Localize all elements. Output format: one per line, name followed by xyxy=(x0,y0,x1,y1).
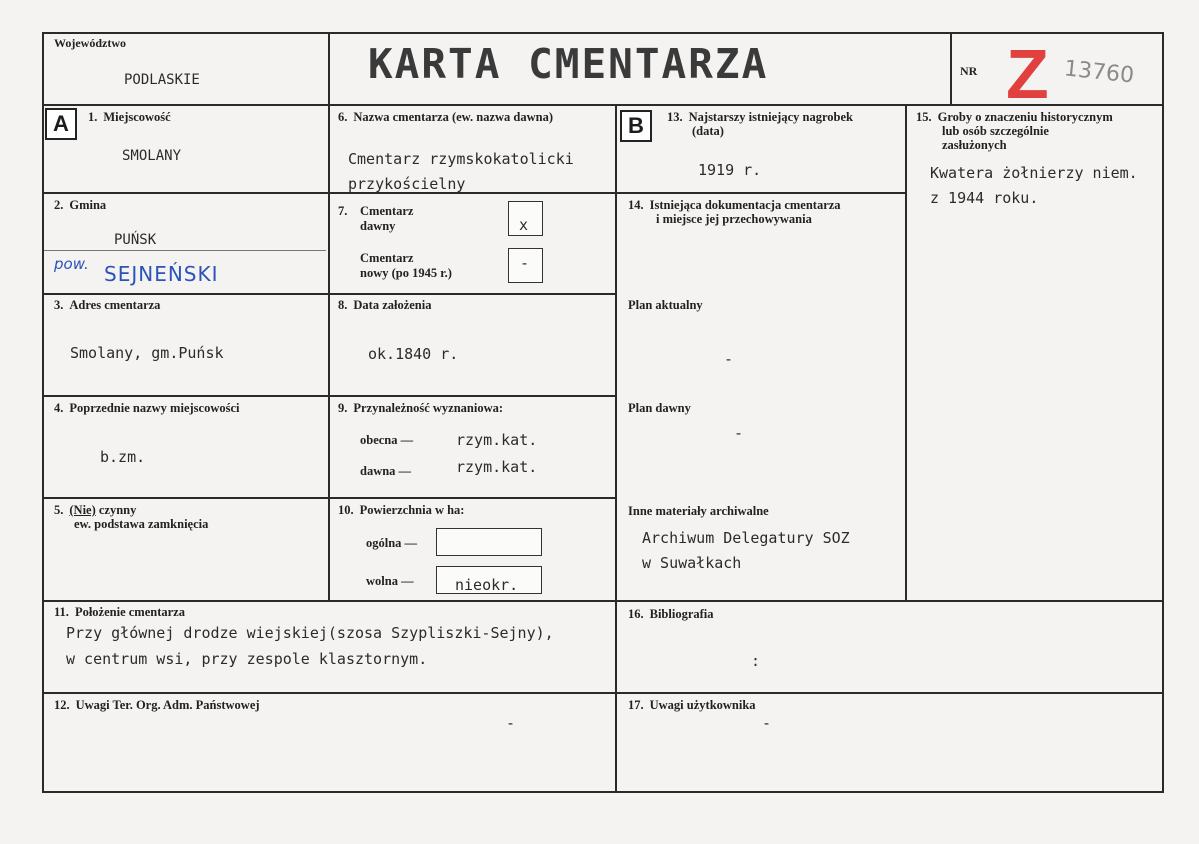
plan-aktualny-label: Plan aktualny xyxy=(628,298,703,312)
field-3-label-text: Adres cmentarza xyxy=(69,298,161,312)
row-line-1 xyxy=(42,192,616,194)
field-5-label-rest: czynny xyxy=(95,503,137,517)
field-6-label xyxy=(338,110,553,124)
field-5-label xyxy=(54,503,136,517)
col-divider-right xyxy=(905,104,907,601)
field-1-num: 1. xyxy=(88,110,98,124)
frame-left xyxy=(42,32,44,793)
field-8-label xyxy=(338,298,431,312)
field-15-value-1: Kwatera żołnierzy niem. xyxy=(930,164,1138,182)
field-16-value: : xyxy=(751,652,761,670)
field-8-num: 8. xyxy=(338,298,348,312)
field-4-num: 4. xyxy=(54,401,64,415)
field-16-num: 16. xyxy=(628,607,644,621)
field-2-pow-prefix: pow. xyxy=(54,255,89,273)
field-4-label-text: Poprzednie nazwy miejscowości xyxy=(69,401,240,415)
field-17-value: - xyxy=(762,714,772,732)
row-line-1b xyxy=(615,192,906,194)
field-16-label xyxy=(628,607,714,621)
field-13-label-text-1: Najstarszy istniejący nagrobek xyxy=(688,110,853,124)
field-8-value: ok.1840 r. xyxy=(368,345,459,363)
header-bottom xyxy=(42,104,1164,106)
row-line-2 xyxy=(42,293,616,295)
field-14-label-text-1: Istniejąca dokumentacja cmentarza xyxy=(649,198,841,212)
field-14-label-2: i miejsce jej przechowywania xyxy=(656,212,812,226)
field-11-label-text: Położenie cmentarza xyxy=(74,605,185,619)
row-line-4 xyxy=(42,497,616,499)
field-7-dawny-label-2: dawny xyxy=(360,219,396,233)
field-15-label xyxy=(916,110,1113,124)
field-11-value-2: w centrum wsi, przy zespole klasztornym. xyxy=(66,650,428,668)
field-9-dawna-label: dawna — xyxy=(360,464,412,478)
field-5-label-2: ew. podstawa zamknięcia xyxy=(74,517,209,531)
field-2-value: PUŃSK xyxy=(114,232,157,248)
field-2-pow-value: SEJNEŃSKI xyxy=(104,262,219,286)
field-11-num: 11. xyxy=(54,605,69,619)
field-11-label xyxy=(54,605,185,619)
field-10-label xyxy=(338,503,464,517)
field-12-num: 12. xyxy=(54,698,70,712)
field-15-num: 15. xyxy=(916,110,932,124)
field-1-label xyxy=(88,110,171,124)
field-7-nowy-label-2: nowy (po 1945 r.) xyxy=(360,266,452,280)
wojewodztwo-value: PODLASKIE xyxy=(124,72,200,88)
plan-aktualny-value: - xyxy=(724,350,734,368)
field-6-value-2: przykościelny xyxy=(348,175,466,193)
field-13-label-2: (data) xyxy=(692,124,724,138)
field-9-label-text: Przynależność wyznaniowa: xyxy=(353,401,504,415)
plan-dawny-value: - xyxy=(734,424,744,442)
field-5-num: 5. xyxy=(54,503,64,517)
row-line-6 xyxy=(42,692,1164,694)
section-a-badge: A xyxy=(45,108,77,140)
field-10-ogolna-label: ogólna — xyxy=(366,536,418,550)
field-2-num: 2. xyxy=(54,198,64,212)
field-1-label-text: Miejscowość xyxy=(103,110,171,124)
field-7-nowy-value: - xyxy=(520,254,530,272)
field-9-num: 9. xyxy=(338,401,348,415)
col-divider-left xyxy=(328,104,330,601)
row-line-3 xyxy=(42,395,616,397)
nr-label: NR xyxy=(960,64,978,78)
field-17-num: 17. xyxy=(628,698,644,712)
field-2-label-text: Gmina xyxy=(69,198,107,212)
field-17-label-text: Uwagi użytkownika xyxy=(649,698,756,712)
field-9-obecna-label: obecna — xyxy=(360,433,414,447)
field-6-num: 6. xyxy=(338,110,348,124)
section-b-badge: B xyxy=(620,110,652,142)
field-5-nie: (Nie) xyxy=(69,503,96,517)
header-divider-2 xyxy=(950,32,952,104)
field-6-label-text: Nazwa cmentarza (ew. nazwa dawna) xyxy=(353,110,553,124)
field-9-dawna-value: rzym.kat. xyxy=(456,458,538,476)
field-10-ogolna-box xyxy=(436,528,542,556)
field-16-label-text: Bibliografia xyxy=(649,607,714,621)
field-13-num: 13. xyxy=(667,110,683,124)
col-divider-mid xyxy=(615,104,617,793)
field-13-label xyxy=(667,110,853,124)
field-1-value: SMOLANY xyxy=(122,148,182,164)
nr-pencil-number: 13760 xyxy=(1062,56,1136,89)
field-17-label xyxy=(628,698,756,712)
field-7-dawny-label-1: Cmentarz xyxy=(360,204,414,218)
plan-dawny-label: Plan dawny xyxy=(628,401,691,415)
field-15-label-3: zasłużonych xyxy=(942,138,1007,152)
field-13-value: 1919 r. xyxy=(698,161,762,179)
field-12-label-text: Uwagi Ter. Org. Adm. Państwowej xyxy=(75,698,260,712)
field-3-value: Smolany, gm.Puńsk xyxy=(70,344,224,362)
field-4-value: b.zm. xyxy=(100,448,146,466)
header-divider-1 xyxy=(328,32,330,104)
field-4-label xyxy=(54,401,239,415)
field-7-dawny-value: x xyxy=(519,216,529,234)
field-10-num: 10. xyxy=(338,503,354,517)
frame-bottom xyxy=(42,791,1164,793)
inne-materialy-value-1: Archiwum Delegatury SOZ xyxy=(642,529,850,547)
inne-materialy-value-2: w Suwałkach xyxy=(642,554,742,572)
field-14-num: 14. xyxy=(628,198,644,212)
field-12-value: - xyxy=(506,714,516,732)
field-10-wolna-value: nieokr. xyxy=(455,576,519,594)
field-15-label-2: lub osób szczególnie xyxy=(942,124,1049,138)
nr-stamp: Z xyxy=(1006,35,1049,113)
wojewodztwo-label: Województwo xyxy=(54,36,126,50)
card-title: KARTA CMENTARZA xyxy=(368,40,769,88)
field-9-obecna-value: rzym.kat. xyxy=(456,431,538,449)
field-2-label xyxy=(54,198,106,212)
field-10-wolna-label: wolna — xyxy=(366,574,414,588)
field-3-num: 3. xyxy=(54,298,64,312)
field-15-label-text-1: Groby o znaczeniu historycznym xyxy=(937,110,1113,124)
field-8-label-text: Data założenia xyxy=(353,298,432,312)
field-15-value-2: z 1944 roku. xyxy=(930,189,1039,207)
gmina-underline xyxy=(44,250,326,251)
field-11-value-1: Przy głównej drodze wiejskiej(szosa Szypliszki-Sejny), xyxy=(66,624,554,642)
field-7-num: 7. xyxy=(338,204,348,218)
field-3-label xyxy=(54,298,160,312)
field-9-label xyxy=(338,401,503,415)
field-6-value-1: Cmentarz rzymskokatolicki xyxy=(348,150,574,168)
inne-materialy-label: Inne materiały archiwalne xyxy=(628,504,769,518)
field-12-label xyxy=(54,698,260,712)
frame-right xyxy=(1162,32,1164,793)
field-10-label-text: Powierzchnia w ha: xyxy=(359,503,465,517)
frame-top xyxy=(42,32,1164,34)
field-7-nowy-label-1: Cmentarz xyxy=(360,251,414,265)
field-14-label xyxy=(628,198,841,212)
row-line-5 xyxy=(42,600,1164,602)
